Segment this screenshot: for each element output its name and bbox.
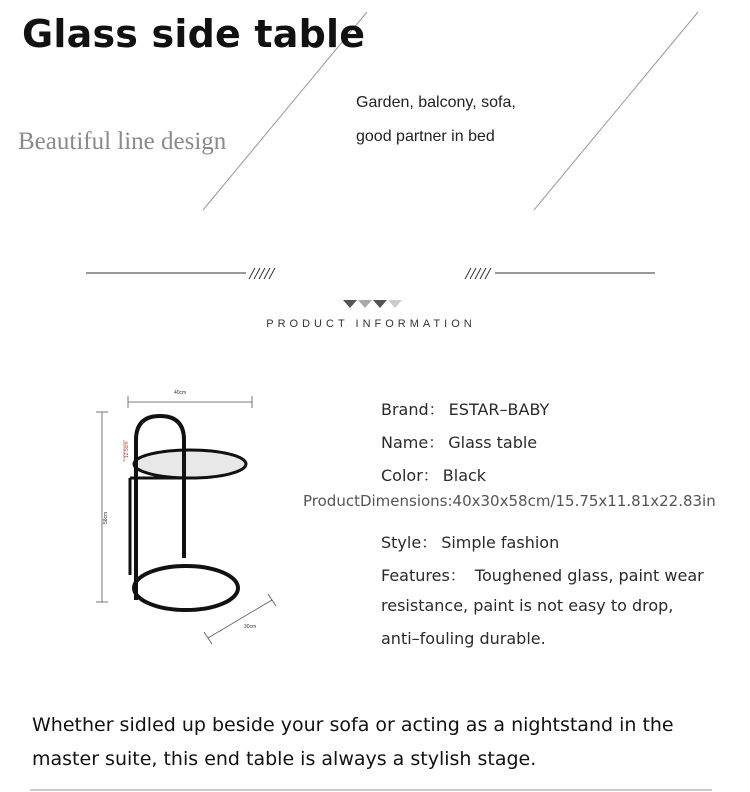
width-label: 40cm [174,390,187,396]
style-label: Style： [381,533,438,552]
tagline-line-2: good partner in bed [356,128,495,145]
depth-label: 30cm [244,624,257,630]
features-line-3: anti–fouling durable. [381,629,546,648]
features-line-2: resistance, paint is not easy to drop, [381,596,674,615]
top-label: 12.5cm [124,441,130,458]
brand-value: ESTAR–BABY [448,400,550,419]
color-value: Black [442,466,487,485]
spec-name [381,430,537,453]
spec-dimensions: ProductDimensions:40x30x58cm/15.75x11.81x22.83in [303,492,716,510]
footer-description: Whether sidled up beside your sofa or acting as a nightstand in the master suite, this end table is always a stylish stage. [32,714,674,770]
style-value: Simple fashion [441,533,560,552]
features-line-1: Toughened glass, paint wear [474,566,704,585]
subtitle: Beautiful line design [18,128,227,155]
spec-color [381,463,486,486]
features-label: Features： [381,566,466,585]
spec-style [381,530,559,553]
spec-brand [381,397,549,420]
color-label: Color： [381,466,439,485]
spec-features [381,563,704,586]
name-value: Glass table [448,433,538,452]
tagline-line-1: Garden, balcony, sofa, [356,94,516,111]
brand-label: Brand： [381,400,445,419]
product-diagram [90,380,290,650]
name-label: Name： [381,433,445,452]
height-label: 58cm [103,511,109,524]
page-title: Glass side table [22,12,366,56]
section-title: PRODUCT INFORMATION [266,318,476,330]
